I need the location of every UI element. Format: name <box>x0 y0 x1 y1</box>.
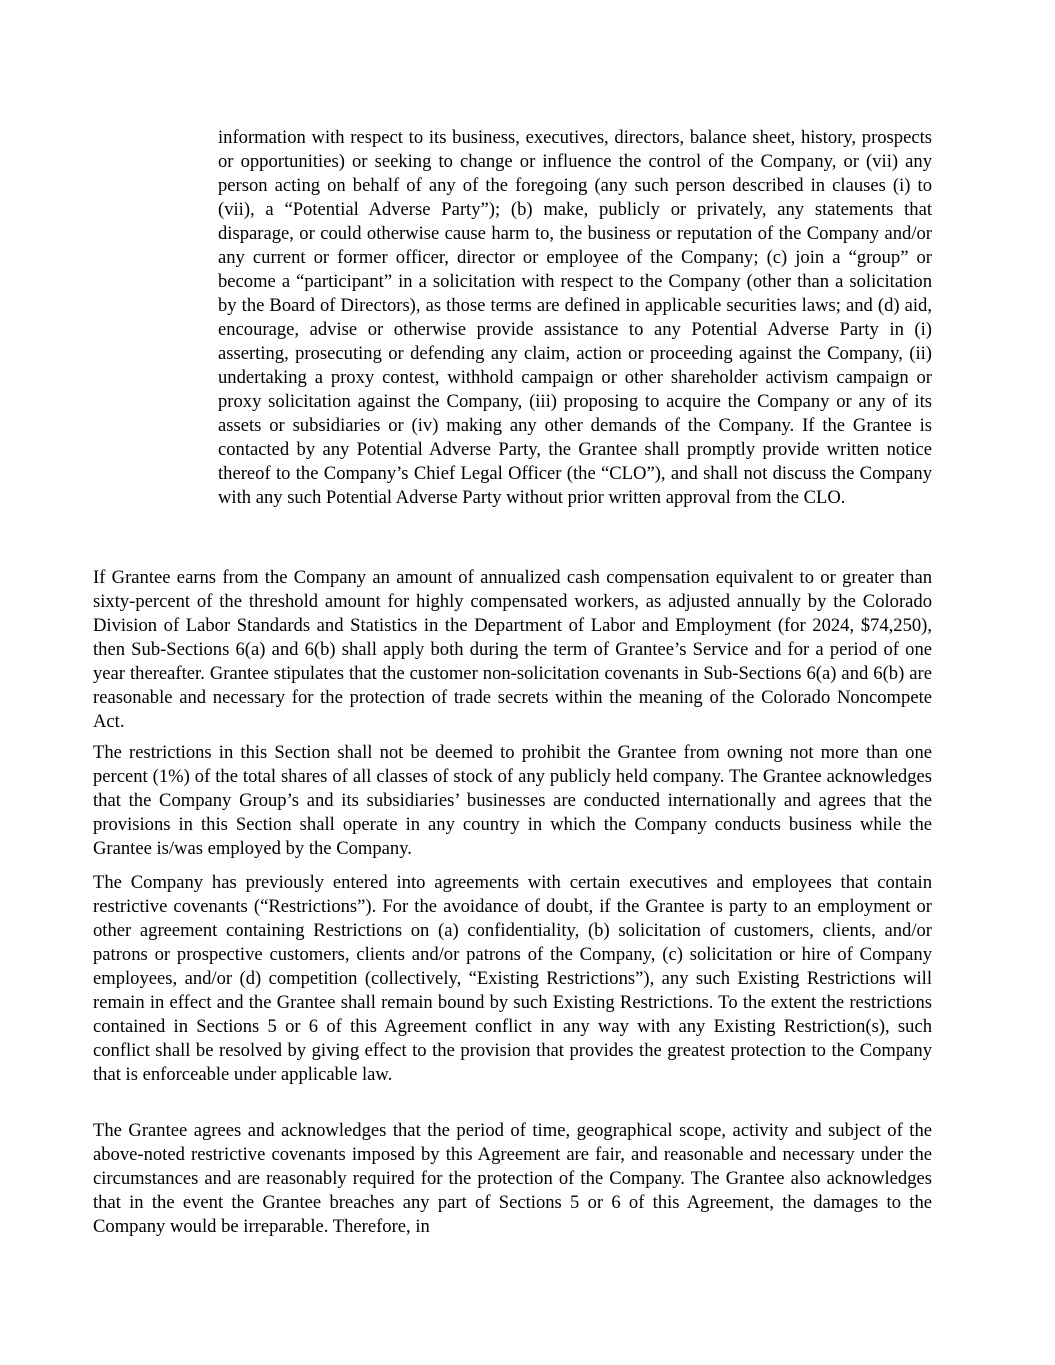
indented-clause-paragraph: information with respect to its business, executives, directors, balance sheet, history, prospects or opportunities) or seeking to change or influence the control of the Company, or (vii) any person acting on behalf of any of the foregoing (any such person described in clauses (i) to (vii), a “Potential Adverse Party”); (b) make, publicly or privately, any statements that disparage, or could otherwise cause harm to, the business or reputation of the Company and/or any current or former officer, director or employee of the Company; (c) join a “group” or become a “participant” in a solicitation with respect to the Company (other than a solicitation by the Board of Directors), as those terms are defined in applicable securities laws; and (d) aid, encourage, advise or otherwise provide assistance to any Potential Adverse Party in (i) asserting, prosecuting or defending any claim, action or proceeding against the Company, (ii) undertaking a proxy contest, withhold campaign or other shareholder activism campaign or proxy solicitation against the Company, (iii) proposing to acquire the Company or any of its assets or subsidiaries or (iv) making any other demands of the Company. If the Grantee is contacted by any Potential Adverse Party, the Grantee shall promptly provide written notice thereof to the Company’s Chief Legal Officer (the “CLO”), and shall not discuss the Company with any such Potential Adverse Party without prior written approval from the CLO. <box>218 127 932 508</box>
existing-restrictions-paragraph: The Company has previously entered into agreements with certain executives and employees that contain restrictive covenants (“Restrictions”). For the avoidance of doubt, if the Grantee is party to an employment or other agreement containing Restrictions on (a) confidentiality, (b) solicitation of customers, clients, and/or patrons or prospective customers, clients and/or patrons of the Company, (c) solicitation or hire of Company employees, and/or (d) competition (collectively, “Existing Restrictions”), any such Existing Restrictions will remain in effect and the Grantee shall remain bound by such Existing Restrictions. To the extent the restrictions contained in Sections 5 or 6 of this Agreement conflict in any way with any Existing Restriction(s), such conflict shall be resolved by giving effect to the provision that provides the greatest protection to the Company that is enforceable under applicable law. <box>93 872 932 1085</box>
compensation-threshold-paragraph: If Grantee earns from the Company an amount of annualized cash compensation equivalent to or greater than sixty-percent of the threshold amount for highly compensated workers, as adjusted annually by the Colorado Division of Labor Standards and Statistics in the Department of Labor and Employment (for 2024, $74,250), then Sub-Sections 6(a) and 6(b) shall apply both during the term of Grantee’s Service and for a period of one year thereafter. Grantee stipulates that the customer non-solicitation covenants in Sub-Sections 6(a) and 6(b) are reasonable and necessary for the protection of trade secrets within the meaning of the Colorado Noncompete Act. <box>93 567 932 732</box>
stock-ownership-paragraph: The restrictions in this Section shall not be deemed to prohibit the Grantee from owning not more than one percent (1%) of the total shares of all classes of stock of any publicly held company. The Grantee acknowledges that the Company Group’s and its subsidiaries’ businesses are conducted internationally and agrees that the provisions in this Section shall operate in any country in which the Company conducts business while the Grantee is/was employed by the Company. <box>93 742 932 859</box>
acknowledgement-paragraph: The Grantee agrees and acknowledges that the period of time, geographical scope, activity and subject of the above-noted restrictive covenants imposed by this Agreement are fair, and reasonable and necessary under the circumstances and are reasonably required for the protection of the Company. The Grantee also acknowledges that in the event the Grantee breaches any part of Sections 5 or 6 of this Agreement, the damages to the Company would be irreparable. Therefore, in <box>93 1120 932 1237</box>
